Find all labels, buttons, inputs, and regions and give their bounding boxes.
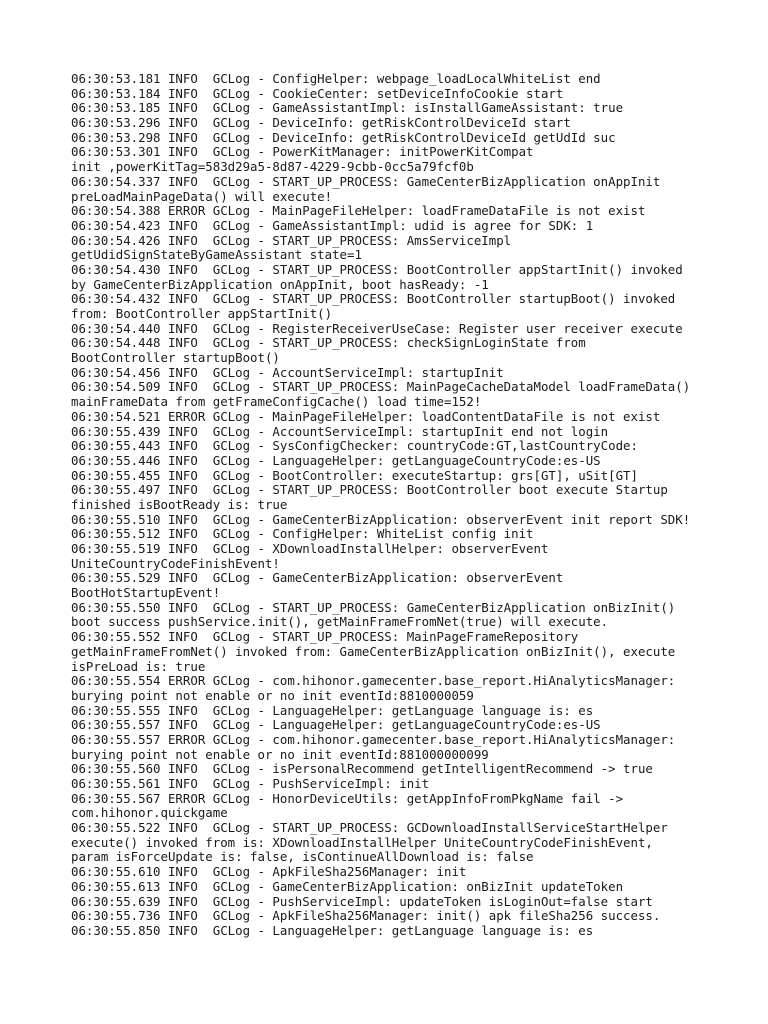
log-line: init ,powerKitTag=583d29a5-8d87-4229-9cbb-0cc5a79fcf0b (71, 159, 474, 175)
log-line: burying point not enable or no init eventId:8810000059 (71, 687, 474, 703)
log-line: 06:30:55.850 INFO GCLog - LanguageHelper: getLanguage language is: es (71, 922, 594, 938)
log-line: 06:30:54.456 INFO GCLog - AccountServiceImpl: startupInit (71, 364, 504, 380)
log-line: mainFrameData from getFrameConfigCache() load time=152! (71, 394, 482, 410)
log-line: 06:30:55.557 INFO GCLog - LanguageHelper: getLanguageCountryCode:es-US (71, 717, 601, 733)
log-line: 06:30:54.432 INFO GCLog - START_UP_PROCESS: BootController startupBoot() invoked (71, 291, 676, 307)
log-line: 06:30:55.522 INFO GCLog - START_UP_PROCESS: GCDownloadInstallServiceStartHelper (71, 820, 668, 836)
log-line: 06:30:54.448 INFO GCLog - START_UP_PROCESS: checkSignLoginState from (71, 335, 586, 351)
log-line: 06:30:54.426 INFO GCLog - START_UP_PROCESS: AmsServiceImpl (71, 232, 512, 248)
log-line: finished isBootReady is: true (71, 496, 288, 512)
log-line: 06:30:53.181 INFO GCLog - ConfigHelper: webpage_loadLocalWhiteList end (71, 71, 601, 86)
log-line: 06:30:53.298 INFO GCLog - DeviceInfo: getRiskControlDeviceId getUdId suc (71, 129, 616, 145)
log-text-block (71, 72, 711, 939)
log-line: 06:30:55.446 INFO GCLog - LanguageHelper: getLanguageCountryCode:es-US (71, 452, 601, 468)
log-line: 06:30:55.610 INFO GCLog - ApkFileSha256Manager: init (71, 864, 467, 880)
log-line: 06:30:55.552 INFO GCLog - START_UP_PROCESS: MainPageFrameRepository (71, 629, 579, 645)
log-line: 06:30:55.736 INFO GCLog - ApkFileSha256Manager: init() apk fileSha256 success. (71, 908, 661, 924)
log-line: 06:30:55.555 INFO GCLog - LanguageHelper: getLanguage language is: es (71, 702, 594, 718)
log-line: 06:30:55.455 INFO GCLog - BootController: executeStartup: grs[GT], uSit[GT] (71, 467, 638, 483)
log-line: UniteCountryCodeFinishEvent! (71, 555, 280, 571)
log-line: 06:30:53.185 INFO GCLog - GameAssistantImpl: isInstallGameAssistant: true (71, 100, 624, 116)
log-line: 06:30:55.439 INFO GCLog - AccountServiceImpl: startupInit end not login (71, 423, 609, 439)
log-line: 06:30:53.296 INFO GCLog - DeviceInfo: getRiskControlDeviceId start (71, 115, 571, 131)
log-line: getMainFrameFromNet() invoked from: GameCenterBizApplication onBizInit(), execute (71, 643, 676, 659)
log-line: 06:30:53.184 INFO GCLog - CookieCenter: setDeviceInfoCookie start (71, 85, 564, 101)
log-line: 06:30:54.440 INFO GCLog - RegisterReceiverUseCase: Register user receiver execute (71, 320, 683, 336)
log-line: 06:30:55.550 INFO GCLog - START_UP_PROCESS: GameCenterBizApplication onBizInit() (71, 599, 676, 615)
log-line: 06:30:55.497 INFO GCLog - START_UP_PROCESS: BootController boot execute Startup (71, 482, 668, 498)
log-line: 06:30:54.337 INFO GCLog - START_UP_PROCESS: GameCenterBizApplication onAppInit (71, 173, 661, 189)
log-line: BootHotStartupEvent! (71, 585, 221, 601)
log-line: 06:30:54.430 INFO GCLog - START_UP_PROCESS: BootController appStartInit() invoked (71, 261, 683, 277)
log-line: 06:30:55.639 INFO GCLog - PushServiceImpl: updateToken isLoginOut=false start (71, 893, 653, 909)
log-line: 06:30:55.557 ERROR GCLog - com.hihonor.gamecenter.base_report.HiAnalyticsManager: (71, 731, 676, 747)
log-line: 06:30:55.554 ERROR GCLog - com.hihonor.gamecenter.base_report.HiAnalyticsManager: (71, 673, 676, 689)
log-line: 06:30:53.301 INFO GCLog - PowerKitManager: initPowerKitCompat (71, 144, 534, 160)
log-line: 06:30:54.521 ERROR GCLog - MainPageFileHelper: loadContentDataFile is not exist (71, 408, 661, 424)
log-line: isPreLoad is: true (71, 658, 206, 674)
log-line: 06:30:55.560 INFO GCLog - isPersonalRecommend getIntelligentRecommend -> true (71, 761, 653, 777)
log-line: execute() invoked from is: XDownloadInstallHelper UniteCountryCodeFinishEvent, (71, 834, 653, 850)
log-line: 06:30:55.561 INFO GCLog - PushServiceImpl: init (71, 776, 430, 791)
log-line: burying point not enable or no init eventId:881000000099 (71, 746, 489, 762)
log-line: 06:30:55.519 INFO GCLog - XDownloadInstallHelper: observerEvent (71, 541, 549, 556)
log-line: 06:30:54.509 INFO GCLog - START_UP_PROCESS: MainPageCacheDataModel loadFrameData() (71, 379, 691, 395)
log-line: param isForceUpdate is: false, isContinueAllDownload is: false (71, 849, 534, 865)
log-line: 06:30:55.567 ERROR GCLog - HonorDeviceUtils: getAppInfoFromPkgName fail -> (71, 790, 624, 806)
log-line: boot success pushService.init(), getMainFrameFromNet(true) will execute. (71, 614, 609, 630)
log-line: 06:30:54.423 INFO GCLog - GameAssistantImpl: udid is agree for SDK: 1 (71, 217, 594, 233)
log-line: 06:30:55.510 INFO GCLog - GameCenterBizApplication: observerEvent init report SDK! (71, 511, 691, 527)
log-line: BootController startupBoot() (71, 350, 280, 366)
log-line: 06:30:55.443 INFO GCLog - SysConfigChecker: countryCode:GT,lastCountryCode: (71, 438, 638, 454)
log-line: by GameCenterBizApplication onAppInit, boot hasReady: -1 (71, 276, 489, 292)
log-line: from: BootController appStartInit() (71, 306, 333, 321)
log-line: 06:30:55.529 INFO GCLog - GameCenterBizApplication: observerEvent (71, 570, 564, 586)
log-line: preLoadMainPageData() will execute! (71, 188, 333, 204)
log-line: 06:30:55.613 INFO GCLog - GameCenterBizApplication: onBizInit updateToken (71, 878, 624, 894)
log-line: 06:30:55.512 INFO GCLog - ConfigHelper: WhiteList config init (71, 526, 534, 542)
log-line: 06:30:54.388 ERROR GCLog - MainPageFileHelper: loadFrameDataFile is not exist (71, 203, 646, 219)
log-line: getUdidSignStateByGameAssistant state=1 (71, 247, 362, 263)
log-line: com.hihonor.quickgame (71, 805, 228, 821)
